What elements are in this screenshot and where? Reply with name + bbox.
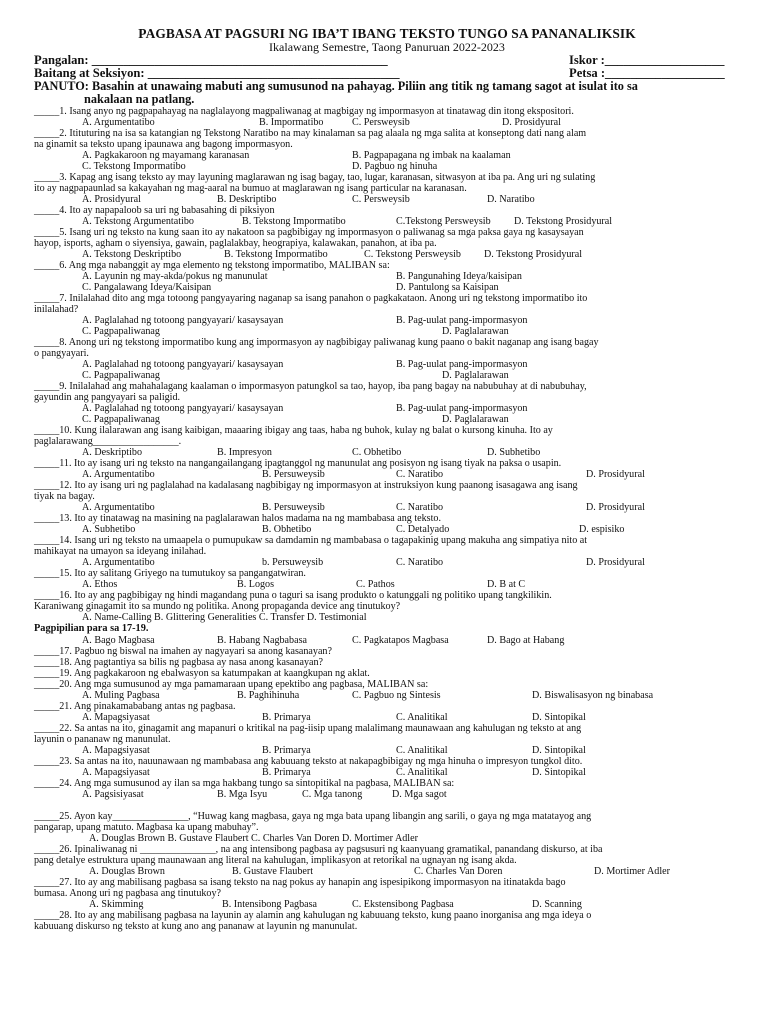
- answer-choice[interactable]: A. Skimming: [89, 899, 144, 910]
- choice-row: [34, 612, 740, 623]
- question-item: [34, 205, 740, 227]
- question-text: _____28. Ito ay ang mabilisang pagbasa na layunin ay alamin ang kahulugan ng kabuuang teksto, kung paano inorganisa ang mga ideya o: [34, 910, 592, 921]
- question-text: _____16. Ito ay ang pagbibigay ng hindi magandang puna o taguri sa isang produkto o katunggali ng politiko upang tangkilikin.: [34, 590, 552, 601]
- question-text: _____22. Sa antas na ito, ginagamit ang mapanuri o kritikal na pag-iisip upang malalimang maunawaan ang kahulugan ng teksto at ang: [34, 723, 582, 734]
- answer-choice[interactable]: B. Pag-uulat pang-impormasyon: [396, 403, 528, 414]
- choice-row: [34, 524, 740, 535]
- answer-choice[interactable]: D. Paglalarawan: [442, 326, 509, 337]
- answer-choice[interactable]: B. Pangunahing Ideya/kaisipan: [396, 271, 522, 282]
- question-text: tiyak na bagay.: [34, 491, 95, 502]
- answer-choice[interactable]: A. Deskriptibo: [82, 447, 142, 458]
- question-item: [34, 778, 740, 800]
- grade-section-field[interactable]: Baitang at Seksiyon: ________________________________________: [34, 66, 400, 80]
- choice-row: [34, 216, 740, 227]
- answer-choice[interactable]: B. Tekstong Impormatibo: [242, 216, 346, 227]
- answer-choice[interactable]: A. Mapagsiyasat: [82, 745, 150, 756]
- answer-choice[interactable]: D. Prosidyural: [502, 117, 561, 128]
- question-text: _____2. Itituturing na isa sa katangian ng Tekstong Naratibo na may kinalaman sa pag alaala ng mga salita at konseptong dati nang alam: [34, 128, 587, 139]
- answer-choice[interactable]: B. Impresyon: [217, 447, 272, 458]
- choice-row: [34, 315, 740, 326]
- choice-row: [34, 403, 740, 414]
- choice-row: [34, 271, 740, 282]
- question-item: [34, 657, 740, 668]
- section-choice: C. Pagkatapos Magbasa: [352, 635, 449, 646]
- answer-choice[interactable]: B. Intensibong Pagbasa: [222, 899, 318, 910]
- question-item: [34, 701, 740, 723]
- questions-17-24: [34, 646, 740, 800]
- answer-choice[interactable]: A. Muling Pagbasa: [82, 690, 160, 701]
- answer-choice[interactable]: C. Pangalawang Ideya/Kaisipan: [82, 282, 212, 293]
- question-text: _____4. Ito ay napapaloob sa uri ng babasahing di piksiyon: [34, 205, 275, 216]
- question-text: _____6. Ang mga nabanggit ay mga elemento ng tekstong impormatibo, MALIBAN sa:: [34, 260, 390, 271]
- question-item: [34, 106, 740, 128]
- answer-choice[interactable]: A. Paglalahad ng totoong pangyayari/ kasaysayan: [82, 315, 284, 326]
- choice-row: [34, 249, 740, 260]
- directions-line-1: PANUTO: Basahin at unawaing mabuti ang sumusunod na pahayag. Piliin ang titik ng tamang sagot at isulat ito sa: [34, 79, 638, 93]
- answer-choice[interactable]: D. Sintopikal: [532, 712, 586, 723]
- choice-row: [34, 789, 740, 800]
- choice-row: [34, 866, 740, 877]
- choice-row: [34, 282, 740, 293]
- question-item: [34, 723, 740, 756]
- question-text: _____25. Ayon kay_______________, “Huwag kang magbasa, gaya ng mga bata upang libangin ang sarili, o gaya ng mga matatayog ang: [34, 811, 592, 822]
- question-text: kabuuang diskurso ng teksto at kung ano ang pananaw at layunin ng manunulat.: [34, 921, 358, 932]
- answer-choice[interactable]: A. Subhetibo: [82, 524, 136, 535]
- questions-25-28: [34, 811, 740, 932]
- question-item: [34, 337, 740, 381]
- question-text: _____26. Ipinaliwanag ni _______________, na ang intensibong pagbasa ay pagsusuri ng kaanyuang gramatikal, panandang diskurso, at iba: [34, 844, 603, 855]
- question-text: bumasa. Anong uri ng pagbasa ang tinutukoy?: [34, 888, 221, 899]
- answer-choice[interactable]: C. Pagpapaliwanag: [82, 414, 160, 425]
- question-text: o pangyayari.: [34, 348, 89, 359]
- question-text: _____13. Ito ay tinatawag na masining na paglalarawan halos madama na ng mambabasa ang teksto.: [34, 513, 441, 524]
- answer-choice[interactable]: A. Douglas Brown B. Gustave Flaubert C. Charles Van Doren D. Mortimer Adler: [89, 833, 418, 844]
- answer-choice[interactable]: D. Pantulong sa Kaisipan: [396, 282, 499, 293]
- answer-choice[interactable]: D. Sintopikal: [532, 767, 586, 778]
- answer-choice[interactable]: C. Naratibo: [396, 502, 444, 513]
- answer-choice[interactable]: D. Prosidyural: [586, 502, 645, 513]
- answer-choice[interactable]: A. Prosidyural: [82, 194, 141, 205]
- answer-choice[interactable]: C. Persweysib: [352, 194, 410, 205]
- choice-row: [34, 469, 740, 480]
- choice-row: [34, 117, 740, 128]
- question-item: [34, 172, 740, 205]
- choice-row: [34, 712, 740, 723]
- date-field[interactable]: Petsa :___________________: [569, 66, 725, 80]
- question-text: _____21. Ang pinakamababang antas ng pagbasa.: [34, 701, 236, 712]
- answer-choice[interactable]: B. Persuweysib: [262, 469, 325, 480]
- answer-choice[interactable]: D. B at C: [487, 579, 526, 590]
- question-text: _____12. Ito ay isang uri ng paglalahad na kadalasang nagbibigay ng impormasyon at instruksiyon kung paanong isasagawa ang isang: [34, 480, 578, 491]
- answer-choice[interactable]: A. Name-Calling B. Glittering Generalities C. Transfer D. Testimonial: [82, 612, 367, 623]
- header-row-2: [34, 67, 740, 80]
- answer-choice[interactable]: C. Ekstensibong Pagbasa: [352, 899, 454, 910]
- answer-choice[interactable]: D. Sintopikal: [532, 745, 586, 756]
- section-choice: B. Habang Nagbabasa: [217, 635, 307, 646]
- choice-row: [34, 370, 740, 381]
- answer-choice[interactable]: B. Tekstong Impormatibo: [224, 249, 328, 260]
- choice-row: [34, 899, 740, 910]
- question-item: [34, 513, 740, 535]
- answer-choice[interactable]: B. Primarya: [262, 767, 311, 778]
- question-text: _____20. Ang mga sumusunod ay mga pamamaraan upang epektibo ang pagbasa, MALIBAN sa:: [34, 679, 429, 690]
- answer-choice[interactable]: A. Layunin ng may-akda/pokus ng manunulat: [82, 271, 268, 282]
- answer-choice[interactable]: b. Persuweysib: [262, 557, 324, 568]
- answer-choice[interactable]: B. Persuweysib: [262, 502, 325, 513]
- choice-row: [34, 194, 740, 205]
- answer-choice[interactable]: A. Tekstong Argumentatibo: [82, 216, 194, 227]
- answer-choice[interactable]: C. Tekstong Persweysib: [364, 249, 461, 260]
- name-field[interactable]: Pangalan: _______________________________________________: [34, 53, 388, 67]
- section-17-19-label: Pagpipilian para sa 17-19.: [34, 623, 149, 634]
- answer-choice[interactable]: D. Mortimer Adler: [594, 866, 670, 877]
- answer-choice[interactable]: C.Tekstong Persweysib: [396, 216, 491, 227]
- answer-choice[interactable]: C. Analitikal: [396, 745, 448, 756]
- directions: [34, 80, 740, 106]
- question-text: _____23. Sa antas na ito, nauunawaan ng mambabasa ang kabuuang teksto at nakapagbibigay ng mga hinuha o impresyon tungkol dito.: [34, 756, 583, 767]
- question-text: _____18. Ang pagtantiya sa bilis ng pagbasa ay nasa anong kasanayan?: [34, 657, 323, 668]
- answer-choice[interactable]: C. Pathos: [356, 579, 395, 590]
- answer-choice[interactable]: A. Mapagsiyasat: [82, 767, 150, 778]
- section-choice: D. Bago at Habang: [487, 635, 565, 646]
- answer-choice[interactable]: C. Tekstong Impormatibo: [82, 161, 186, 172]
- answer-choice[interactable]: A. Tekstong Deskriptibo: [82, 249, 182, 260]
- choice-row: [34, 414, 740, 425]
- question-text: pangarap, upang matuto. Magbasa ka upang mabuhay”.: [34, 822, 259, 833]
- exam-title: PAGBASA AT PAGSURI NG IBA’T IBANG TEKSTO TUNGO SA PANANALIKSIK: [138, 26, 636, 41]
- question-text: _____7. Inilalahad dito ang mga totoong pangyayaring naganap sa isang panahon o pagkakataon. Anong uri ng tekstong impormatibo ito: [34, 293, 588, 304]
- answer-choice[interactable]: B. Gustave Flaubert: [232, 866, 314, 877]
- choice-row: [34, 326, 740, 337]
- choice-row: [34, 557, 740, 568]
- choice-row: [34, 579, 740, 590]
- question-item: [34, 668, 740, 679]
- score-field[interactable]: Iskor :___________________: [569, 53, 725, 67]
- question-text: _____17. Pagbuo ng biswal na imahen ay nagyayari sa anong kasanayan?: [34, 646, 332, 657]
- question-text: _____8. Anong uri ng tekstong impormatibo kung ang impormasyon ay nagbibigay paliwanag kung paano o bakit naganap ang isang bagay: [34, 337, 599, 348]
- answer-choice[interactable]: C. Pagpapaliwanag: [82, 326, 160, 337]
- question-item: [34, 227, 740, 260]
- question-text: paglalarawang_________________.: [34, 436, 182, 447]
- question-text: _____10. Kung ilalarawan ang isang kaibigan, maaaring ibigay ang taas, haba ng buhok, kulay ng balat o kursong kinuha. Ito ay: [34, 425, 553, 436]
- answer-choice[interactable]: B. Primarya: [262, 745, 311, 756]
- answer-choice[interactable]: C. Analitikal: [396, 712, 448, 723]
- question-item: [34, 458, 740, 480]
- question-text: _____3. Kapag ang isang teksto ay may layuning maglarawan ng isag bagay, tao, lugar, karanasan, sitwasyon at iba pa. Ang uri ng sulating: [34, 172, 596, 183]
- answer-choice[interactable]: C. Analitikal: [396, 767, 448, 778]
- choice-row: [34, 161, 740, 172]
- answer-choice[interactable]: C. Pagpapaliwanag: [82, 370, 160, 381]
- choice-row: [34, 502, 740, 513]
- question-text: _____19. Ang pagkakaroon ng ebalwasyon sa katumpakan at kaangkupan ng aklat.: [34, 668, 370, 679]
- answer-choice[interactable]: D. Paglalarawan: [442, 370, 509, 381]
- answer-choice[interactable]: C. Detalyado: [396, 524, 450, 535]
- choice-row: [34, 745, 740, 756]
- question-text: mahikayat na umayon sa ideyang inilahad.: [34, 546, 207, 557]
- answer-choice[interactable]: B. Paghihinuha: [237, 690, 300, 701]
- answer-choice[interactable]: A. Pagkakaroon ng mayamang karanasan: [82, 150, 250, 161]
- question-text: na ginamit sa teksto upang ipaunawa ang bagong impormasyon.: [34, 139, 293, 150]
- answer-choice[interactable]: D. Scanning: [532, 899, 582, 910]
- questions-1-16: [34, 106, 740, 623]
- answer-choice[interactable]: C. Pagbuo ng Sintesis: [352, 690, 441, 701]
- choice-row: [34, 447, 740, 458]
- question-item: [34, 480, 740, 513]
- choice-row: [34, 359, 740, 370]
- question-text: gayundin ang pangyayari sa paligid.: [34, 392, 181, 403]
- question-item: [34, 260, 740, 293]
- question-text: _____24. Ang mga sumusunod ay ilan sa mga hakbang tungo sa sintopitikal na pagbasa, MALIBAN sa:: [34, 778, 455, 789]
- answer-choice[interactable]: D. Naratibo: [487, 194, 535, 205]
- choice-row: [34, 150, 740, 161]
- answer-choice[interactable]: C. Naratibo: [396, 469, 444, 480]
- answer-choice[interactable]: D. Prosidyural: [586, 557, 645, 568]
- question-item: [34, 910, 740, 932]
- question-text: _____14. Isang uri ng teksto na umaapela o pumupukaw sa damdamin ng mambabasa o tagapakinig upang makuha ang simpatiya nito at: [34, 535, 588, 546]
- answer-choice[interactable]: A. Douglas Brown: [89, 866, 165, 877]
- answer-choice[interactable]: D. Tekstong Prosidyural: [484, 249, 583, 260]
- question-item: [34, 568, 740, 590]
- answer-choice[interactable]: B. Impormatibo: [259, 117, 324, 128]
- question-item: [34, 293, 740, 337]
- answer-choice[interactable]: B. Pagpapagana ng imbak na kaalaman: [352, 150, 511, 161]
- question-text: pang detalye estruktura upang maunawaan ang literal na kahulugan, implikasyon at retorikal na ugnayan ng isang akda.: [34, 855, 517, 866]
- answer-choice[interactable]: A. Paglalahad ng totoong pangyayari/ kasaysayan: [82, 403, 284, 414]
- answer-choice[interactable]: B. Pag-uulat pang-impormasyon: [396, 359, 528, 370]
- answer-choice[interactable]: A. Argumentatibo: [82, 469, 155, 480]
- answer-choice[interactable]: C. Mga tanong: [302, 789, 363, 800]
- answer-choice[interactable]: C. Naratibo: [396, 557, 444, 568]
- answer-choice[interactable]: A. Pagsisiyasat: [82, 789, 144, 800]
- answer-choice[interactable]: D. Pagbuo ng hinuha: [352, 161, 438, 172]
- choice-row: [34, 833, 740, 844]
- answer-choice[interactable]: D. espisiko: [579, 524, 625, 535]
- question-text: Karaniwang ginagamit ito sa mundo ng politika. Anong propaganda device ang tinutukoy?: [34, 601, 401, 612]
- answer-choice[interactable]: D. Paglalarawan: [442, 414, 509, 425]
- answer-choice[interactable]: A. Paglalahad ng totoong pangyayari/ kasaysayan: [82, 359, 284, 370]
- answer-choice[interactable]: C. Persweysib: [352, 117, 410, 128]
- answer-choice[interactable]: D. Mga sagot: [392, 789, 447, 800]
- section-17-19-choices: [34, 635, 740, 646]
- answer-choice[interactable]: A. Ethos: [82, 579, 118, 590]
- question-text: _____5. Isang uri ng teksto na kung saan ito ay nakatoon sa pagbibigay ng impormasyon o paliwanag sa mga paksa gaya ng kasaysayan: [34, 227, 584, 238]
- question-item: [34, 646, 740, 657]
- question-text: hayop, isports, agham o siyensiya, gawain, paglalakbay, heograpiya, kalawakan, panahon, at iba pa.: [34, 238, 437, 249]
- section-choice: A. Bago Magbasa: [82, 635, 155, 646]
- answer-choice[interactable]: D. Prosidyural: [586, 469, 645, 480]
- question-text: layunin o pananaw ng manunulat.: [34, 734, 171, 745]
- question-text: ito ay nagpapaunlad sa kakayahan ng mag-aaral na bumuo at maglarawan ng isang particular na karanasan.: [34, 183, 467, 194]
- question-item: [34, 590, 740, 623]
- question-item: [34, 811, 740, 844]
- answer-choice[interactable]: B. Logos: [237, 579, 275, 590]
- question-text: inilalahad?: [34, 304, 79, 315]
- answer-choice[interactable]: C. Charles Van Doren: [414, 866, 503, 877]
- question-text: _____1. Isang anyo ng pagpapahayag na naglalayong magpaliwanag at magbigay ng impormasyon at tinatawag din itong ekspositori.: [34, 106, 574, 117]
- answer-choice[interactable]: B. Obhetibo: [262, 524, 312, 535]
- question-item: [34, 535, 740, 568]
- question-text: _____27. Ito ay ang mabilisang pagbasa sa isang teksto na nag pokus ay hanapin ang ispesipikong impormasyon na itinatakda bago: [34, 877, 566, 888]
- answer-choice[interactable]: B. Deskriptibo: [217, 194, 277, 205]
- question-item: [34, 679, 740, 701]
- question-text: _____11. Ito ay isang uri ng teksto na nangangailangang ipagtanggol ng manunulat ang posisyon ng isang tiyak na paksa o usapin.: [34, 458, 562, 469]
- question-item: [34, 844, 740, 877]
- answer-choice[interactable]: A. Argumentatibo: [82, 557, 155, 568]
- question-item: [34, 877, 740, 910]
- answer-choice[interactable]: B. Pag-uulat pang-impormasyon: [396, 315, 528, 326]
- question-text: _____9. Inilalahad ang mahahalagang kaalaman o impormasyon patungkol sa tao, hayop, iba pang bagay na nabubuhay at di nabubuhay,: [34, 381, 587, 392]
- answer-choice[interactable]: B. Primarya: [262, 712, 311, 723]
- answer-choice[interactable]: C. Obhetibo: [352, 447, 402, 458]
- choice-row: [34, 767, 740, 778]
- answer-choice[interactable]: D. Biswalisasyon ng binabasa: [532, 690, 654, 701]
- answer-choice[interactable]: A. Mapagsiyasat: [82, 712, 150, 723]
- question-text: _____15. Ito ay salitang Griyego na tumutukoy sa pangangatwiran.: [34, 568, 306, 579]
- answer-choice[interactable]: D. Subhetibo: [487, 447, 541, 458]
- choice-row: [34, 690, 740, 701]
- question-item: [34, 425, 740, 458]
- exam-subtitle: Ikalawang Semestre, Taong Panuruan 2022-2023: [269, 40, 505, 54]
- question-item: [34, 756, 740, 778]
- answer-choice[interactable]: A. Argumentatibo: [82, 117, 155, 128]
- directions-line-2: nakalaan na patlang.: [84, 92, 195, 106]
- answer-choice[interactable]: B. Mga Isyu: [217, 789, 268, 800]
- answer-choice[interactable]: D. Tekstong Prosidyural: [514, 216, 613, 227]
- answer-choice[interactable]: A. Argumentatibo: [82, 502, 155, 513]
- question-item: [34, 128, 740, 172]
- question-item: [34, 381, 740, 425]
